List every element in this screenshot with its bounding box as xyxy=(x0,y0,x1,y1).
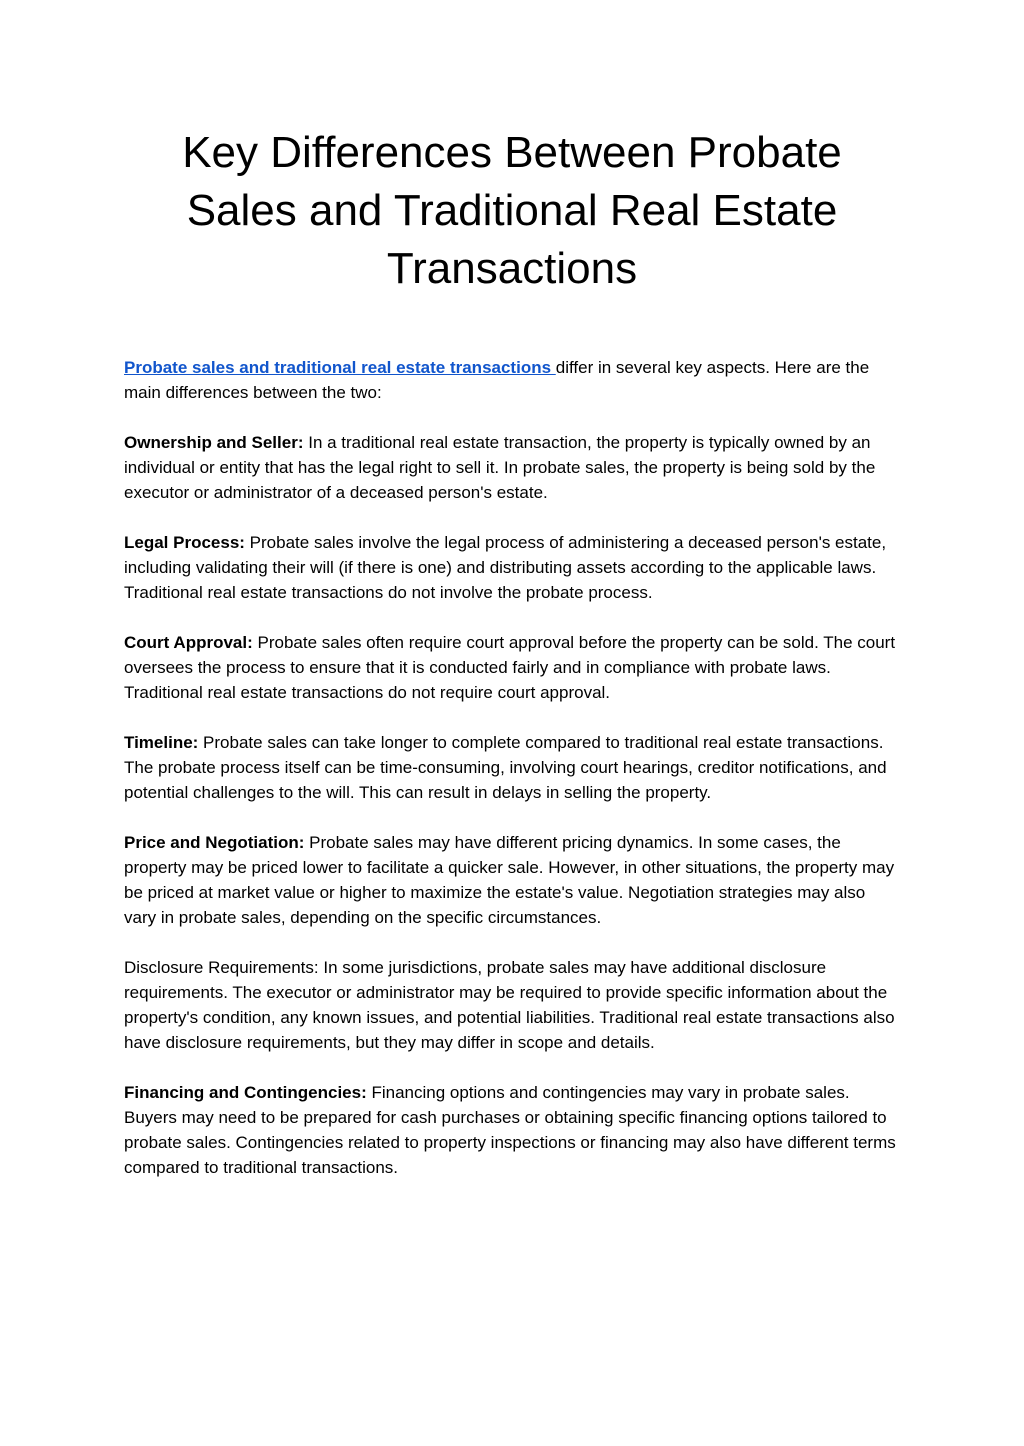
section-heading: Price and Negotiation: xyxy=(124,833,305,852)
page-title: Key Differences Between Probate Sales and Traditional Real Estate Transactions xyxy=(182,128,842,293)
section-heading: Court Approval: xyxy=(124,633,253,652)
section-legal-process xyxy=(124,530,900,605)
section-text: Probate sales involve the legal process of administering a deceased person's estate, including validating their will (if there is one) and distributing assets according to the applicable laws. Traditional real estate transactions do not involve the probate process. xyxy=(124,533,887,602)
section-timeline xyxy=(124,730,900,805)
section-text: In a traditional real estate transaction, the property is typically owned by an individual or entity that has the legal right to sell it. In probate sales, the property is being sold by the executor or administrator of a deceased person's estate. xyxy=(124,433,876,502)
section-text: Disclosure Requirements: In some jurisdictions, probate sales may have additional disclosure requirements. The executor or administrator may be required to provide specific information about the property's condition, any known issues, and potential liabilities. Traditional real estate transactions also have disclosure requirements, but they may differ in scope and details. xyxy=(124,958,895,1052)
section-financing-and-contingencies xyxy=(124,1080,900,1180)
section-heading: Ownership and Seller: xyxy=(124,433,304,452)
intro-paragraph xyxy=(124,355,900,405)
section-heading: Timeline: xyxy=(124,733,199,752)
section-price-and-negotiation xyxy=(124,830,900,930)
document-body xyxy=(124,355,900,1205)
section-text: Probate sales can take longer to complete compared to traditional real estate transactions. The probate process itself can be time-consuming, involving court hearings, creditor notifications, and potential challenges to the will. This can result in delays in selling the property. xyxy=(124,733,887,802)
section-heading: Legal Process: xyxy=(124,533,245,552)
intro-text: differ in several key aspects. Here are the main differences between the two: xyxy=(124,358,870,402)
section-text: Financing options and contingencies may vary in probate sales. Buyers may need to be prepared for cash purchases or obtaining specific financing options tailored to probate sales. Contingencies related to property inspections or financing may also have different terms compared to traditional transactions. xyxy=(124,1083,896,1177)
section-text: Probate sales may have different pricing dynamics. In some cases, the property may be priced lower to facilitate a quicker sale. However, in other situations, the property may be priced at market value or higher to maximize the estate's value. Negotiation strategies may also vary in probate sales, depending on the specific circumstances. xyxy=(124,833,895,927)
section-heading: Financing and Contingencies: xyxy=(124,1083,367,1102)
section-disclosure-requirements xyxy=(124,955,900,1055)
section-ownership-and-seller xyxy=(124,430,900,505)
section-text: Probate sales often require court approval before the property can be sold. The court oversees the process to ensure that it is conducted fairly and in compliance with probate laws. Traditional real estate transactions do not require court approval. xyxy=(124,633,896,702)
intro-link[interactable]: Probate sales and traditional real estate transactions xyxy=(124,358,556,377)
section-court-approval xyxy=(124,630,900,705)
